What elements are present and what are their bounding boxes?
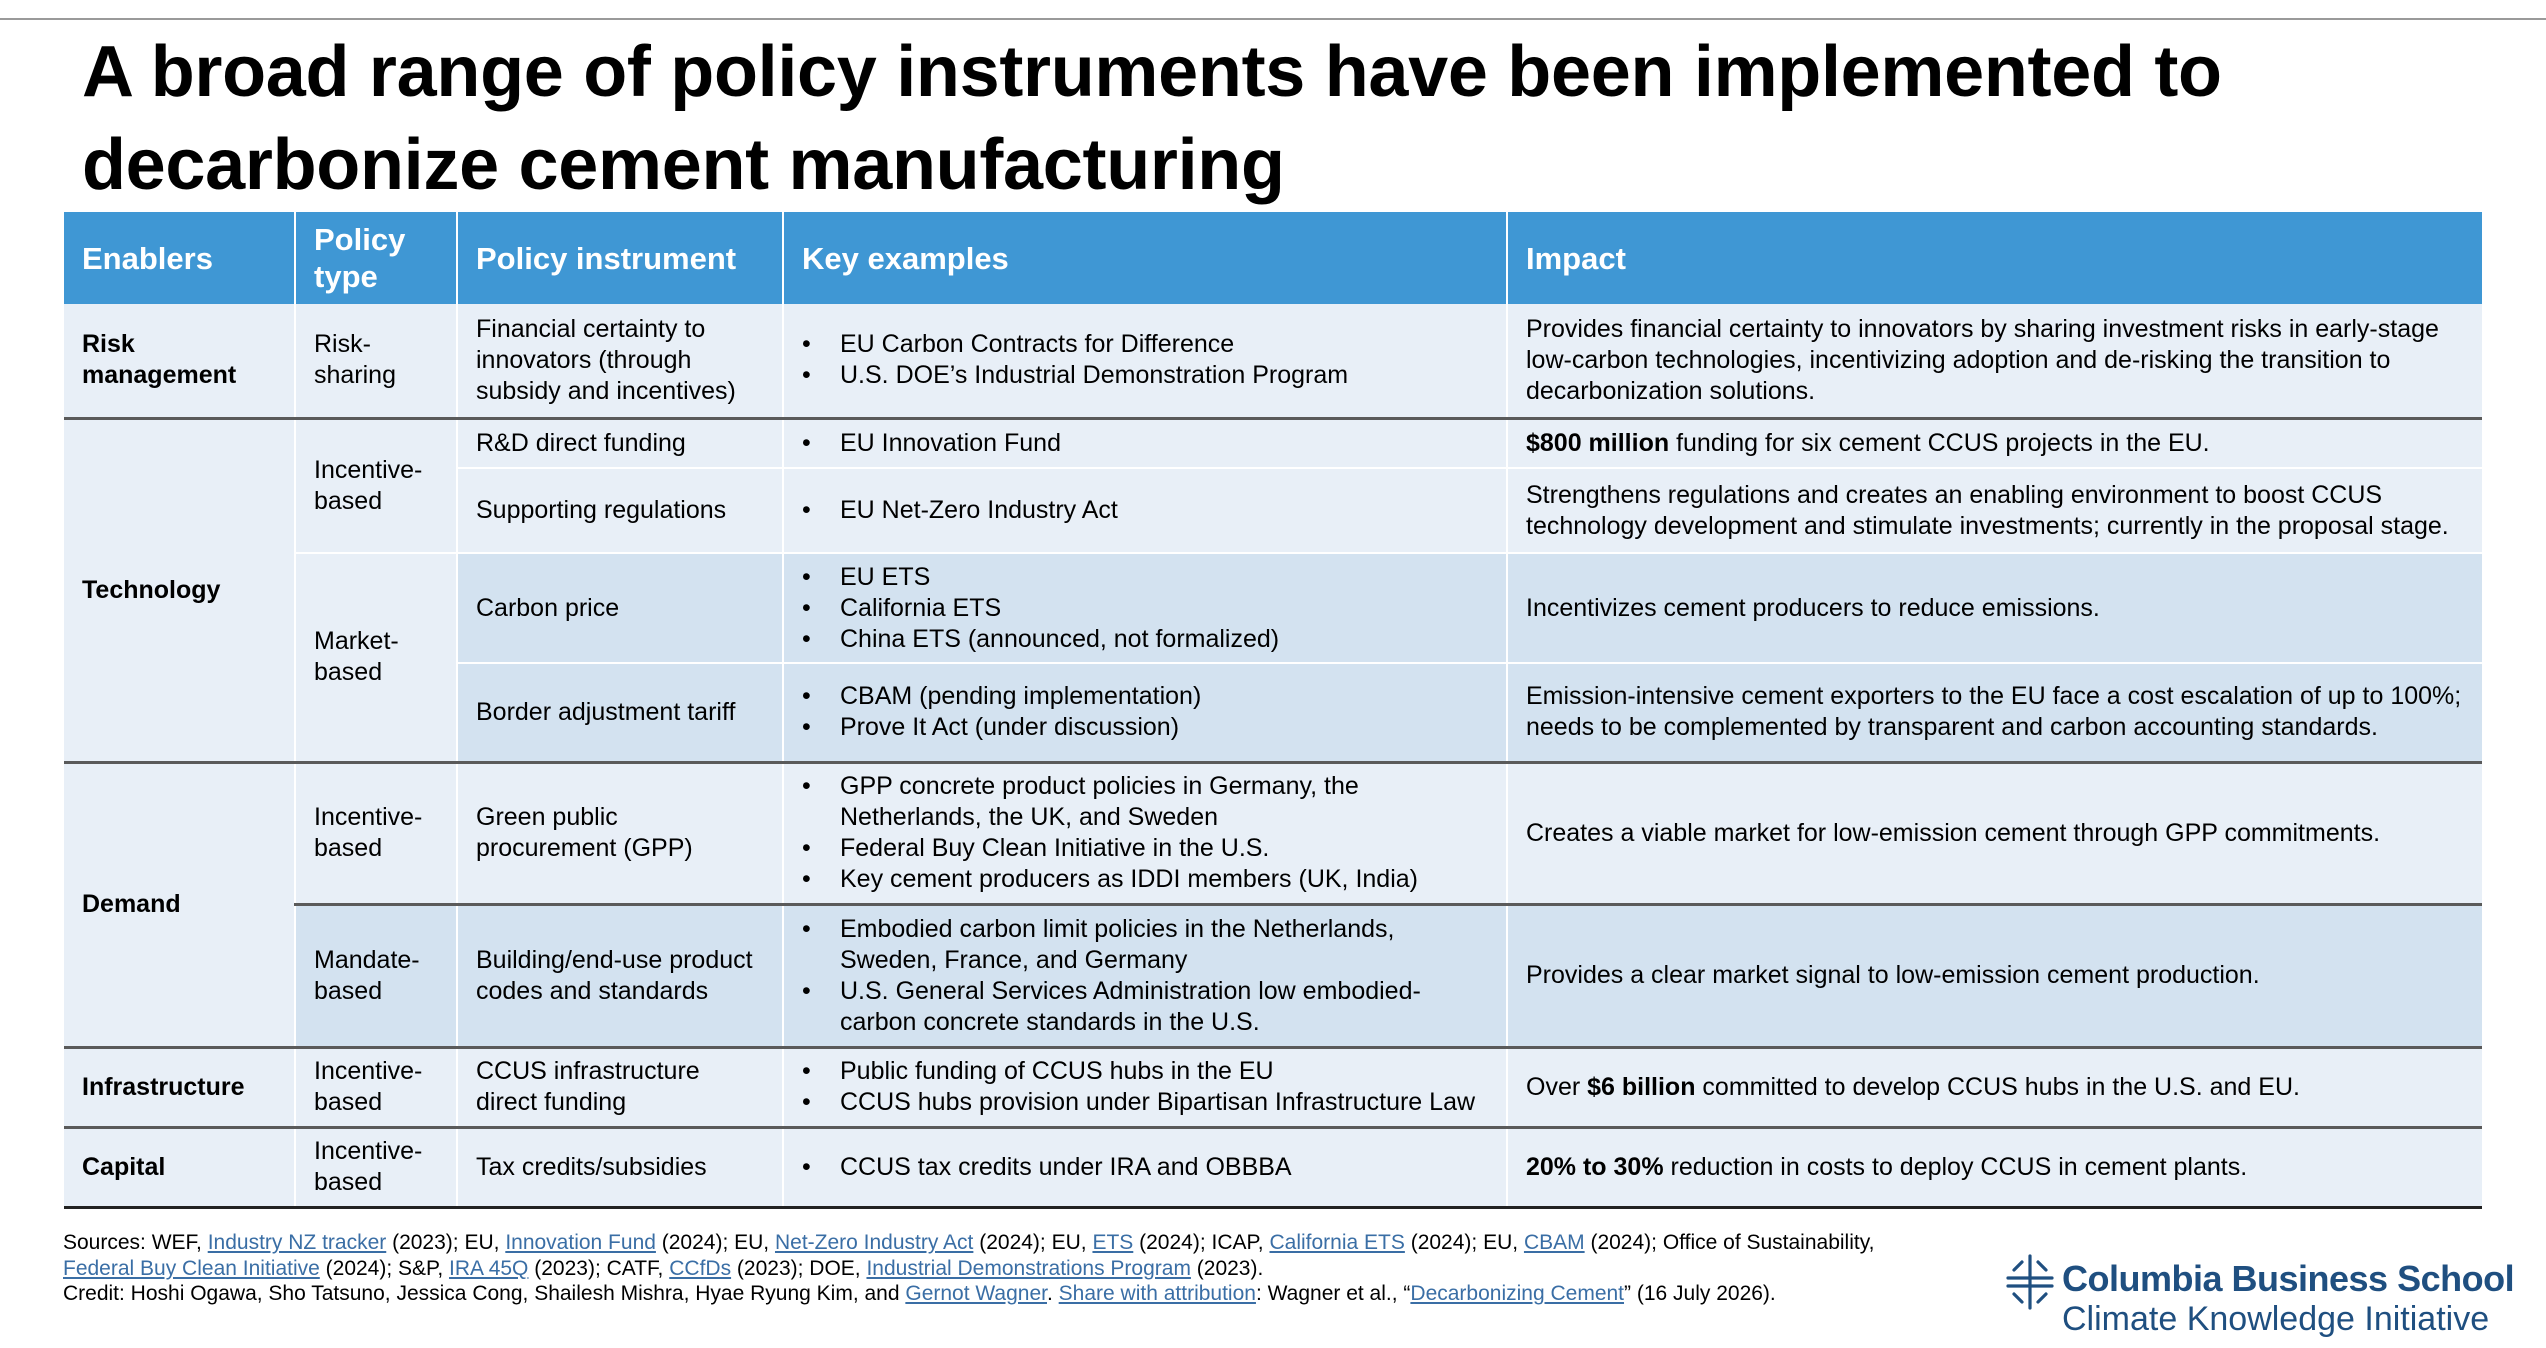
header-key-examples: Key examples [783, 212, 1507, 304]
link-cbam[interactable]: CBAM [1523, 1231, 1585, 1254]
logo-subtitle: Climate Knowledge Initiative [2062, 1300, 2490, 1338]
sources-footer [63, 1230, 2003, 1307]
key-examples-cell [783, 418, 1507, 468]
footer-text: : Wagner et al., “ [1255, 1282, 1411, 1305]
link-decarbonizing-cement[interactable]: Decarbonizing Cement [1410, 1282, 1625, 1305]
header-impact: Impact [1507, 212, 2482, 304]
example-item: • CCUS hubs provision under Bipartisan Infrastructure Law [802, 1087, 1488, 1118]
example-item: • Embodied carbon limit policies in the Netherlands, Sweden, France, and Germany [802, 914, 1488, 976]
table-row-gpp [64, 762, 2482, 904]
policy-type-cell: Incentive-based [295, 762, 457, 904]
example-item: • EU Net-Zero Industry Act [802, 495, 1488, 526]
example-item: • China ETS (announced, not formalized) [802, 624, 1488, 655]
example-item: • Prove It Act (under discussion) [802, 712, 1488, 743]
footer-text: (2024); S&P, [319, 1256, 450, 1280]
policy-table [64, 212, 2482, 1209]
example-item: • U.S. General Services Administration low embodied-carbon concrete standards in the U.S. [802, 976, 1488, 1038]
policy-type-cell: Risk-sharing [295, 304, 457, 418]
logo-name: Columbia Business School [2062, 1258, 2515, 1299]
policy-type-cell: Market-based [295, 553, 457, 762]
policy-instrument-cell: Financial certainty to innovators (through subsidy and incentives) [457, 304, 783, 418]
header-enablers: Enablers [64, 212, 295, 304]
policy-instrument-cell: Green public procurement (GPP) [457, 762, 783, 904]
impact-highlight: $800 million [1526, 428, 1670, 457]
impact-highlight: 20% to 30% [1526, 1152, 1664, 1181]
example-item: • Key cement producers as IDDI members (UK, India) [802, 864, 1488, 895]
columbia-logo [2000, 1252, 2515, 1342]
key-examples-cell [783, 762, 1507, 904]
key-examples-cell [783, 468, 1507, 553]
enabler-risk-management: Risk management [64, 304, 295, 418]
footer-text: (2024); ICAP, [1133, 1231, 1270, 1254]
link-ccfds[interactable]: CCfDs [669, 1256, 732, 1280]
impact-text: committed to develop CCUS hubs in the U.S. and EU. [1695, 1072, 2300, 1101]
link-industrial-demonstrations[interactable]: Industrial Demonstrations Program [866, 1256, 1191, 1280]
footer-text: (2023); DOE, [731, 1256, 867, 1280]
policy-instrument-cell: Border adjustment tariff [457, 663, 783, 762]
example-item: • U.S. DOE’s Industrial Demonstration Program [802, 360, 1488, 391]
policy-instrument-cell: Building/end-use product codes and standards [457, 904, 783, 1047]
header-policy-type: Policy type [295, 212, 457, 304]
link-share-with-attribution[interactable]: Share with attribution [1058, 1282, 1256, 1305]
table-row-risk-management [64, 304, 2482, 418]
impact-cell: Strengthens regulations and creates an enabling environment to boost CCUS technology development and stimulate investments; currently in the proposal stage. [1507, 468, 2482, 553]
example-item: • EU Innovation Fund [802, 428, 1488, 459]
table-row-infrastructure [64, 1047, 2482, 1127]
policy-instrument-cell: CCUS infrastructure direct funding [457, 1047, 783, 1127]
example-item: • Federal Buy Clean Initiative in the U.S. [802, 833, 1488, 864]
footer-text: (2024); EU, [1404, 1231, 1524, 1254]
top-rule [0, 18, 2546, 20]
policy-instrument-cell: R&D direct funding [457, 418, 783, 468]
key-examples-cell [783, 553, 1507, 663]
footer-text: (2023); EU, [386, 1231, 506, 1254]
footer-text: ” (16 July 2026). [1624, 1282, 1776, 1305]
policy-instrument-cell: Supporting regulations [457, 468, 783, 553]
link-ets[interactable]: ETS [1092, 1231, 1134, 1254]
footer-text: (2023). [1190, 1256, 1264, 1280]
table-row-building-codes [64, 904, 2482, 1047]
example-item: • GPP concrete product policies in Germany, the Netherlands, the UK, and Sweden [802, 771, 1488, 833]
key-examples-cell [783, 663, 1507, 762]
impact-highlight: $6 billion [1587, 1072, 1696, 1101]
link-california-ets[interactable]: California ETS [1269, 1231, 1405, 1254]
impact-cell [1507, 1127, 2482, 1207]
impact-cell: Provides a clear market signal to low-emission cement production. [1507, 904, 2482, 1047]
impact-cell [1507, 418, 2482, 468]
credit-line [63, 1281, 2003, 1307]
enabler-technology: Technology [64, 418, 295, 762]
link-innovation-fund[interactable]: Innovation Fund [505, 1231, 656, 1254]
impact-cell: Emission-intensive cement exporters to the EU face a cost escalation of up to 100%; needs to be complemented by transparent and carbon accounting standards. [1507, 663, 2482, 762]
example-item: • CBAM (pending implementation) [802, 681, 1488, 712]
table-header-row [64, 212, 2482, 304]
key-examples-cell [783, 304, 1507, 418]
example-item: • EU Carbon Contracts for Difference [802, 329, 1488, 360]
table-row-carbon-price [64, 553, 2482, 663]
policy-type-cell: Incentive-based [295, 1127, 457, 1207]
link-net-zero-industry-act[interactable]: Net-Zero Industry Act [774, 1231, 974, 1254]
impact-cell: Creates a viable market for low-emission cement through GPP commitments. [1507, 762, 2482, 904]
footer-text: (2024); EU, [655, 1231, 775, 1254]
impact-text: Over [1526, 1072, 1588, 1101]
footer-text: Credit: Hoshi Ogawa, Sho Tatsuno, Jessica Cong, Shailesh Mishra, Hyae Ryung Kim, and [63, 1282, 906, 1305]
table-row-rd-funding [64, 418, 2482, 468]
link-gernot-wagner[interactable]: Gernot Wagner [905, 1282, 1047, 1305]
page-title: A broad range of policy instruments have been implemented to decarbonize cement manufacturing [82, 32, 2222, 205]
example-item: • California ETS [802, 593, 1488, 624]
footer-text: (2024); EU, [973, 1231, 1093, 1254]
impact-text: funding for six cement CCUS projects in the EU. [1669, 428, 2210, 457]
impact-cell: Incentivizes cement producers to reduce emissions. [1507, 553, 2482, 663]
key-examples-cell [783, 1047, 1507, 1127]
enabler-capital: Capital [64, 1127, 295, 1207]
impact-cell: Provides financial certainty to innovators by sharing investment risks in early-stage low-carbon technologies, incentivizing adoption and de-risking the transition to decarbonization solutions. [1526, 314, 2439, 405]
footer-text: Sources: WEF, [63, 1231, 208, 1254]
link-ira-45q[interactable]: IRA 45Q [449, 1256, 529, 1280]
table-row-capital [64, 1127, 2482, 1207]
footer-text: (2024); Office of Sustainability, [1584, 1231, 1875, 1254]
example-item: • Public funding of CCUS hubs in the EU [802, 1056, 1488, 1087]
example-item: • EU ETS [802, 562, 1488, 593]
sources-line [63, 1230, 2003, 1281]
header-policy-instrument: Policy instrument [457, 212, 783, 304]
link-industry-nz-tracker[interactable]: Industry NZ tracker [207, 1231, 387, 1254]
columbia-crown-logo-icon [2000, 1252, 2060, 1312]
policy-type-cell: Incentive-based [295, 418, 457, 553]
example-item: • CCUS tax credits under IRA and OBBBA [802, 1152, 1488, 1183]
enabler-infrastructure: Infrastructure [64, 1047, 295, 1127]
footer-text: . [1047, 1282, 1059, 1305]
impact-text: reduction in costs to deploy CCUS in cement plants. [1663, 1152, 2248, 1181]
policy-instrument-cell: Tax credits/subsidies [457, 1127, 783, 1207]
key-examples-cell [783, 904, 1507, 1047]
impact-cell [1507, 1047, 2482, 1127]
link-federal-buy-clean[interactable]: Federal Buy Clean Initiative [63, 1256, 320, 1280]
footer-text: (2023); CATF, [528, 1256, 670, 1280]
enabler-demand: Demand [64, 762, 295, 1047]
policy-instrument-cell: Carbon price [457, 553, 783, 663]
policy-type-cell: Incentive-based [295, 1047, 457, 1127]
key-examples-cell [783, 1127, 1507, 1207]
policy-type-cell: Mandate-based [295, 904, 457, 1047]
